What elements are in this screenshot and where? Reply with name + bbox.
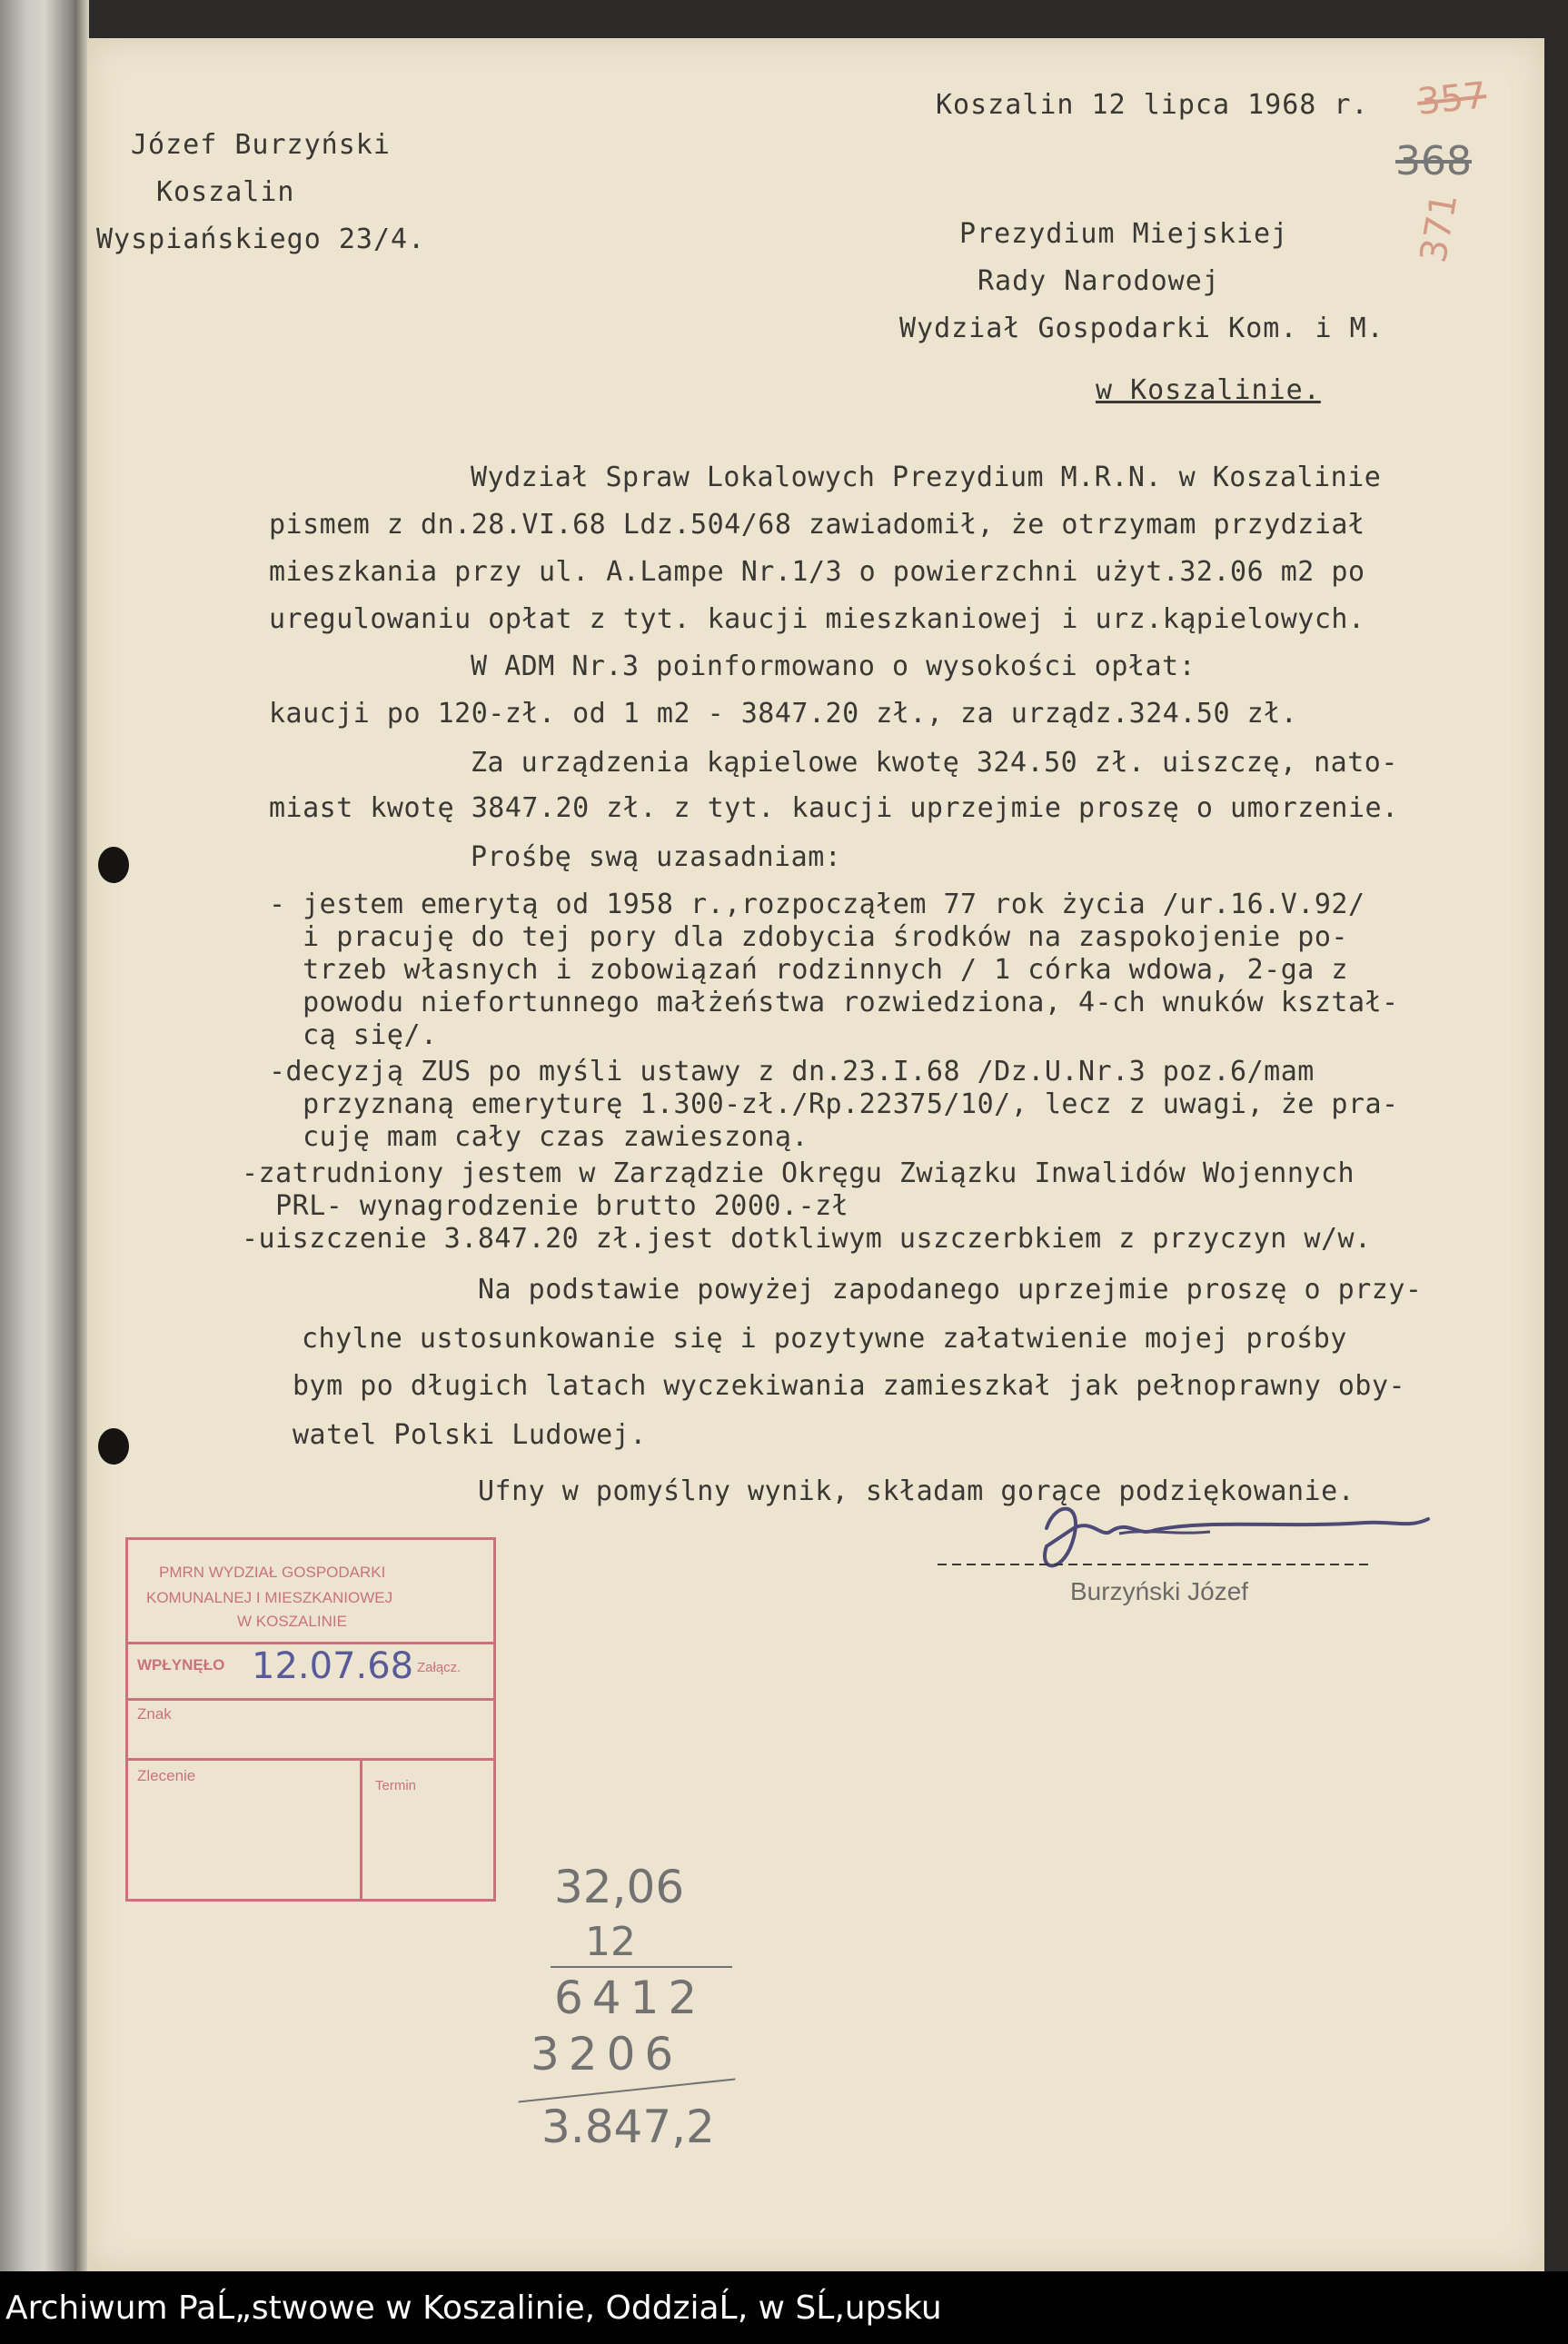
calc-line-1: 32,06 [554,1861,685,1913]
sender-street: Wyspiańskiego 23/4. [96,223,426,255]
body-line: - jestem emerytą od 1958 r.,rozpocząłem 77 rok życia /ur.16.V.92/ [269,889,1365,920]
body-line: PRL- wynagrodzenie brutto 2000.-zł [242,1190,849,1222]
body-line: Wydział Spraw Lokalowych Prezydium M.R.N. w Koszalinie [471,462,1382,493]
archive-number-2: 368 [1395,138,1472,184]
body-line: Na podstawie powyżej zapodanego uprzejmie proszę o przy- [478,1274,1423,1306]
recipient-line-3: Wydział Gospodarki Kom. i M. [899,313,1384,344]
body-line: powodu niefortunnego małżeństwa rozwiedziona, 4-ch wnuków kształ- [269,987,1399,1018]
stamp-line-3: W KOSZALINIE [237,1613,347,1630]
sender-city: Koszalin [156,176,295,208]
body-line: Ufny w pomyślny wynik, składam gorące podziękowanie. [478,1475,1355,1507]
stamp-line-2: KOMUNALNEJ I MIESZKANIOWEJ [146,1589,393,1606]
stamp-sign-label: Znak [137,1705,172,1723]
calc-line-2: 12 [585,1919,636,1965]
recipient-line-1: Prezydium Miejskiej [959,218,1289,250]
stamp-received-label: WPŁYNĘŁO [137,1656,225,1674]
sender-name: Józef Burzyński [131,129,391,161]
signature-printed-name: Burzyński Józef [1070,1577,1249,1605]
body-line: -uiszczenie 3.847.20 zł.jest dotkliwym uszczerbkiem z przyczyn w/w. [242,1223,1372,1255]
body-line: Za urządzenia kąpielowe kwotę 324.50 zł. uiszczę, nato- [471,747,1398,779]
recipient-line-4: w Koszalinie. [1096,374,1321,406]
calc-rule [551,1966,732,1968]
body-line: W ADM Nr.3 poinformowano o wysokości opłat: [471,651,1196,682]
body-line: mieszkania przy ul. A.Lampe Nr.1/3 o powierzchni użyt.32.06 m2 po [269,556,1365,588]
body-line: przyznaną emeryturę 1.300-zł./Rp.22375/10/, lecz z uwagi, że pra- [269,1088,1399,1120]
body-line: Prośbę swą uzasadniam: [471,841,842,873]
body-line: trzeb własnych i zobowiązań rodzinnych / 1 córka wdowa, 2-ga z [269,954,1348,986]
stamp-order-label: Zlecenie [137,1767,196,1784]
date-line: Koszalin 12 lipca 1968 r. [936,89,1369,121]
document-page [87,38,1544,2271]
body-line: -zatrudniony jestem w Zarządzie Okręgu Związku Inwalidów Wojennych [242,1157,1355,1189]
recipient-line-2: Rady Narodowej [978,265,1220,297]
calc-line-4: 3206 [531,2028,683,2081]
stamp-received-date: 12.07.68 [252,1645,414,1687]
stamp-term-label: Termin [375,1778,417,1793]
body-line: miast kwotę 3847.20 zł. z tyt. kaucji uprzejmie proszę o umorzenie. [269,792,1399,824]
punch-hole [98,1428,129,1465]
stamp-attachments-label: Załącz. [417,1660,461,1675]
body-line: bym po długich latach wyczekiwania zamieszkał jak pełnoprawny oby- [293,1370,1406,1402]
body-line: i pracuję do tej pory dla zdobycia środków na zaspokojenie po- [269,921,1348,953]
registration-stamp [125,1537,496,1902]
body-line: cą się/. [269,1019,438,1051]
stamp-line-1: PMRN WYDZIAŁ GOSPODARKI [159,1564,386,1581]
footer-text: Archiwum PaĹ„stwowe w Koszalinie, OddziaĹ‚ w SĹ‚upsku [5,2289,942,2327]
stamp-divider [360,1758,362,1899]
calc-line-3: 6412 [554,1972,707,2024]
body-line: uregulowaniu opłat z tyt. kaucji mieszkaniowej i urz.kąpielowych. [269,603,1365,635]
body-line: -decyzją ZUS po myśli ustawy z dn.23.I.68 /Dz.U.Nr.3 poz.6/mam [269,1056,1315,1088]
calc-rule [519,2078,736,2102]
body-line: pismem z dn.28.VI.68 Ldz.504/68 zawiadomił, że otrzymam przydział [269,509,1365,541]
archive-number-3: 371 [1412,190,1466,266]
calc-line-5: 3.847,2 [541,2101,715,2153]
body-line: chylne ustosunkowanie się i pozytywne załatwienie mojej prośby [302,1323,1347,1355]
body-line: kaucji po 120-zł. od 1 m2 - 3847.20 zł., za urządz.324.50 zł. [269,698,1298,730]
archive-number-1: 357 [1414,74,1489,124]
body-line: cuję mam cały czas zawieszoną. [269,1121,809,1153]
archive-footer [0,2271,1568,2344]
punch-hole [98,847,129,883]
body-line: watel Polski Ludowej. [293,1419,647,1451]
binder-spine [0,0,74,2271]
